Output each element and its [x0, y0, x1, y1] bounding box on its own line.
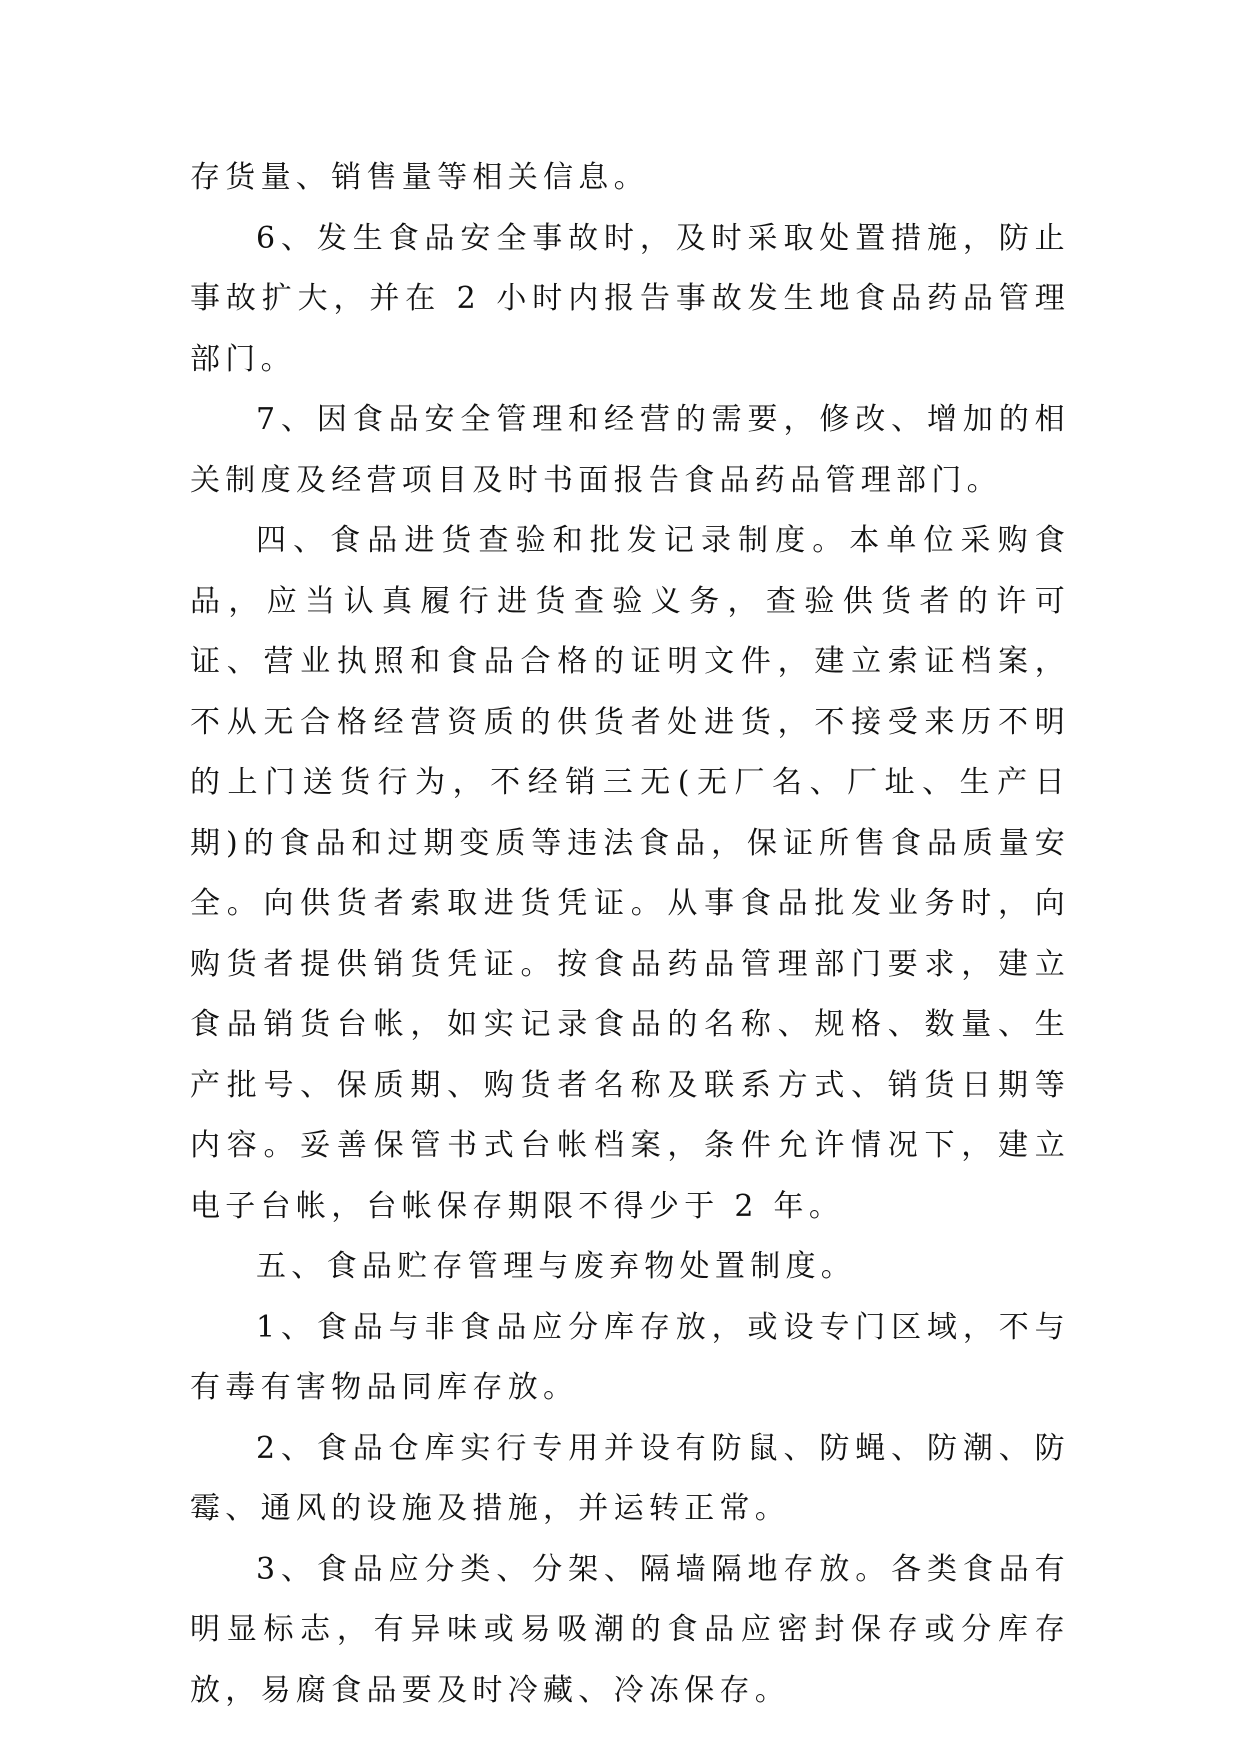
paragraph-item-7: 7、因食品安全管理和经营的需要，修改、增加的相关制度及经营项目及时书面报告食品药品管理部门。	[190, 402, 1070, 498]
paragraph-continuation: 存货量、销售量等相关信息。	[190, 160, 649, 195]
paragraph-item-2: 2、食品仓库实行专用并设有防鼠、防蝇、防潮、防霉、通风的设施及措施，并运转正常。	[190, 1430, 1070, 1526]
paragraph-item-6: 6、发生食品安全事故时，及时采取处置措施，防止事故扩大，并在 2 小时内报告事故发生地食品药品管理部门。	[190, 220, 1070, 377]
paragraph-item-1: 1、食品与非食品应分库存放，或设专门区域，不与有毒有害物品同库存放。	[190, 1309, 1070, 1405]
document-page	[190, 148, 1070, 1721]
paragraph-section-5-heading: 五、食品贮存管理与废弃物处置制度。	[256, 1249, 857, 1284]
paragraph-item-3: 3、食品应分类、分架、隔墙隔地存放。各类食品有明显标志，有异味或易吸潮的食品应密封保存或分库存放，易腐食品要及时冷藏、冷冻保存。	[190, 1551, 1070, 1708]
paragraph-section-4: 四、食品进货查验和批发记录制度。本单位采购食品，应当认真履行进货查验义务，查验供货者的许可证、营业执照和食品合格的证明文件，建立索证档案，不从无合格经营资质的供货者处进货，不接受来历不明的上门送货行为，不经销三无(无厂名、厂址、生产日期)的食品和过期变质等违法食品，保证所售食品质量安全。向供货者索取进货凭证。从事食品批发业务时，向购货者提供销货凭证。按食品药品管理部门要求，建立食品销货台帐，如实记录食品的名称、规格、数量、生产批号、保质期、购货者名称及联系方式、销货日期等内容。妥善保管书式台帐档案，条件允许情况下，建立电子台帐，台帐保存期限不得少于 2 年。	[190, 523, 1070, 1224]
